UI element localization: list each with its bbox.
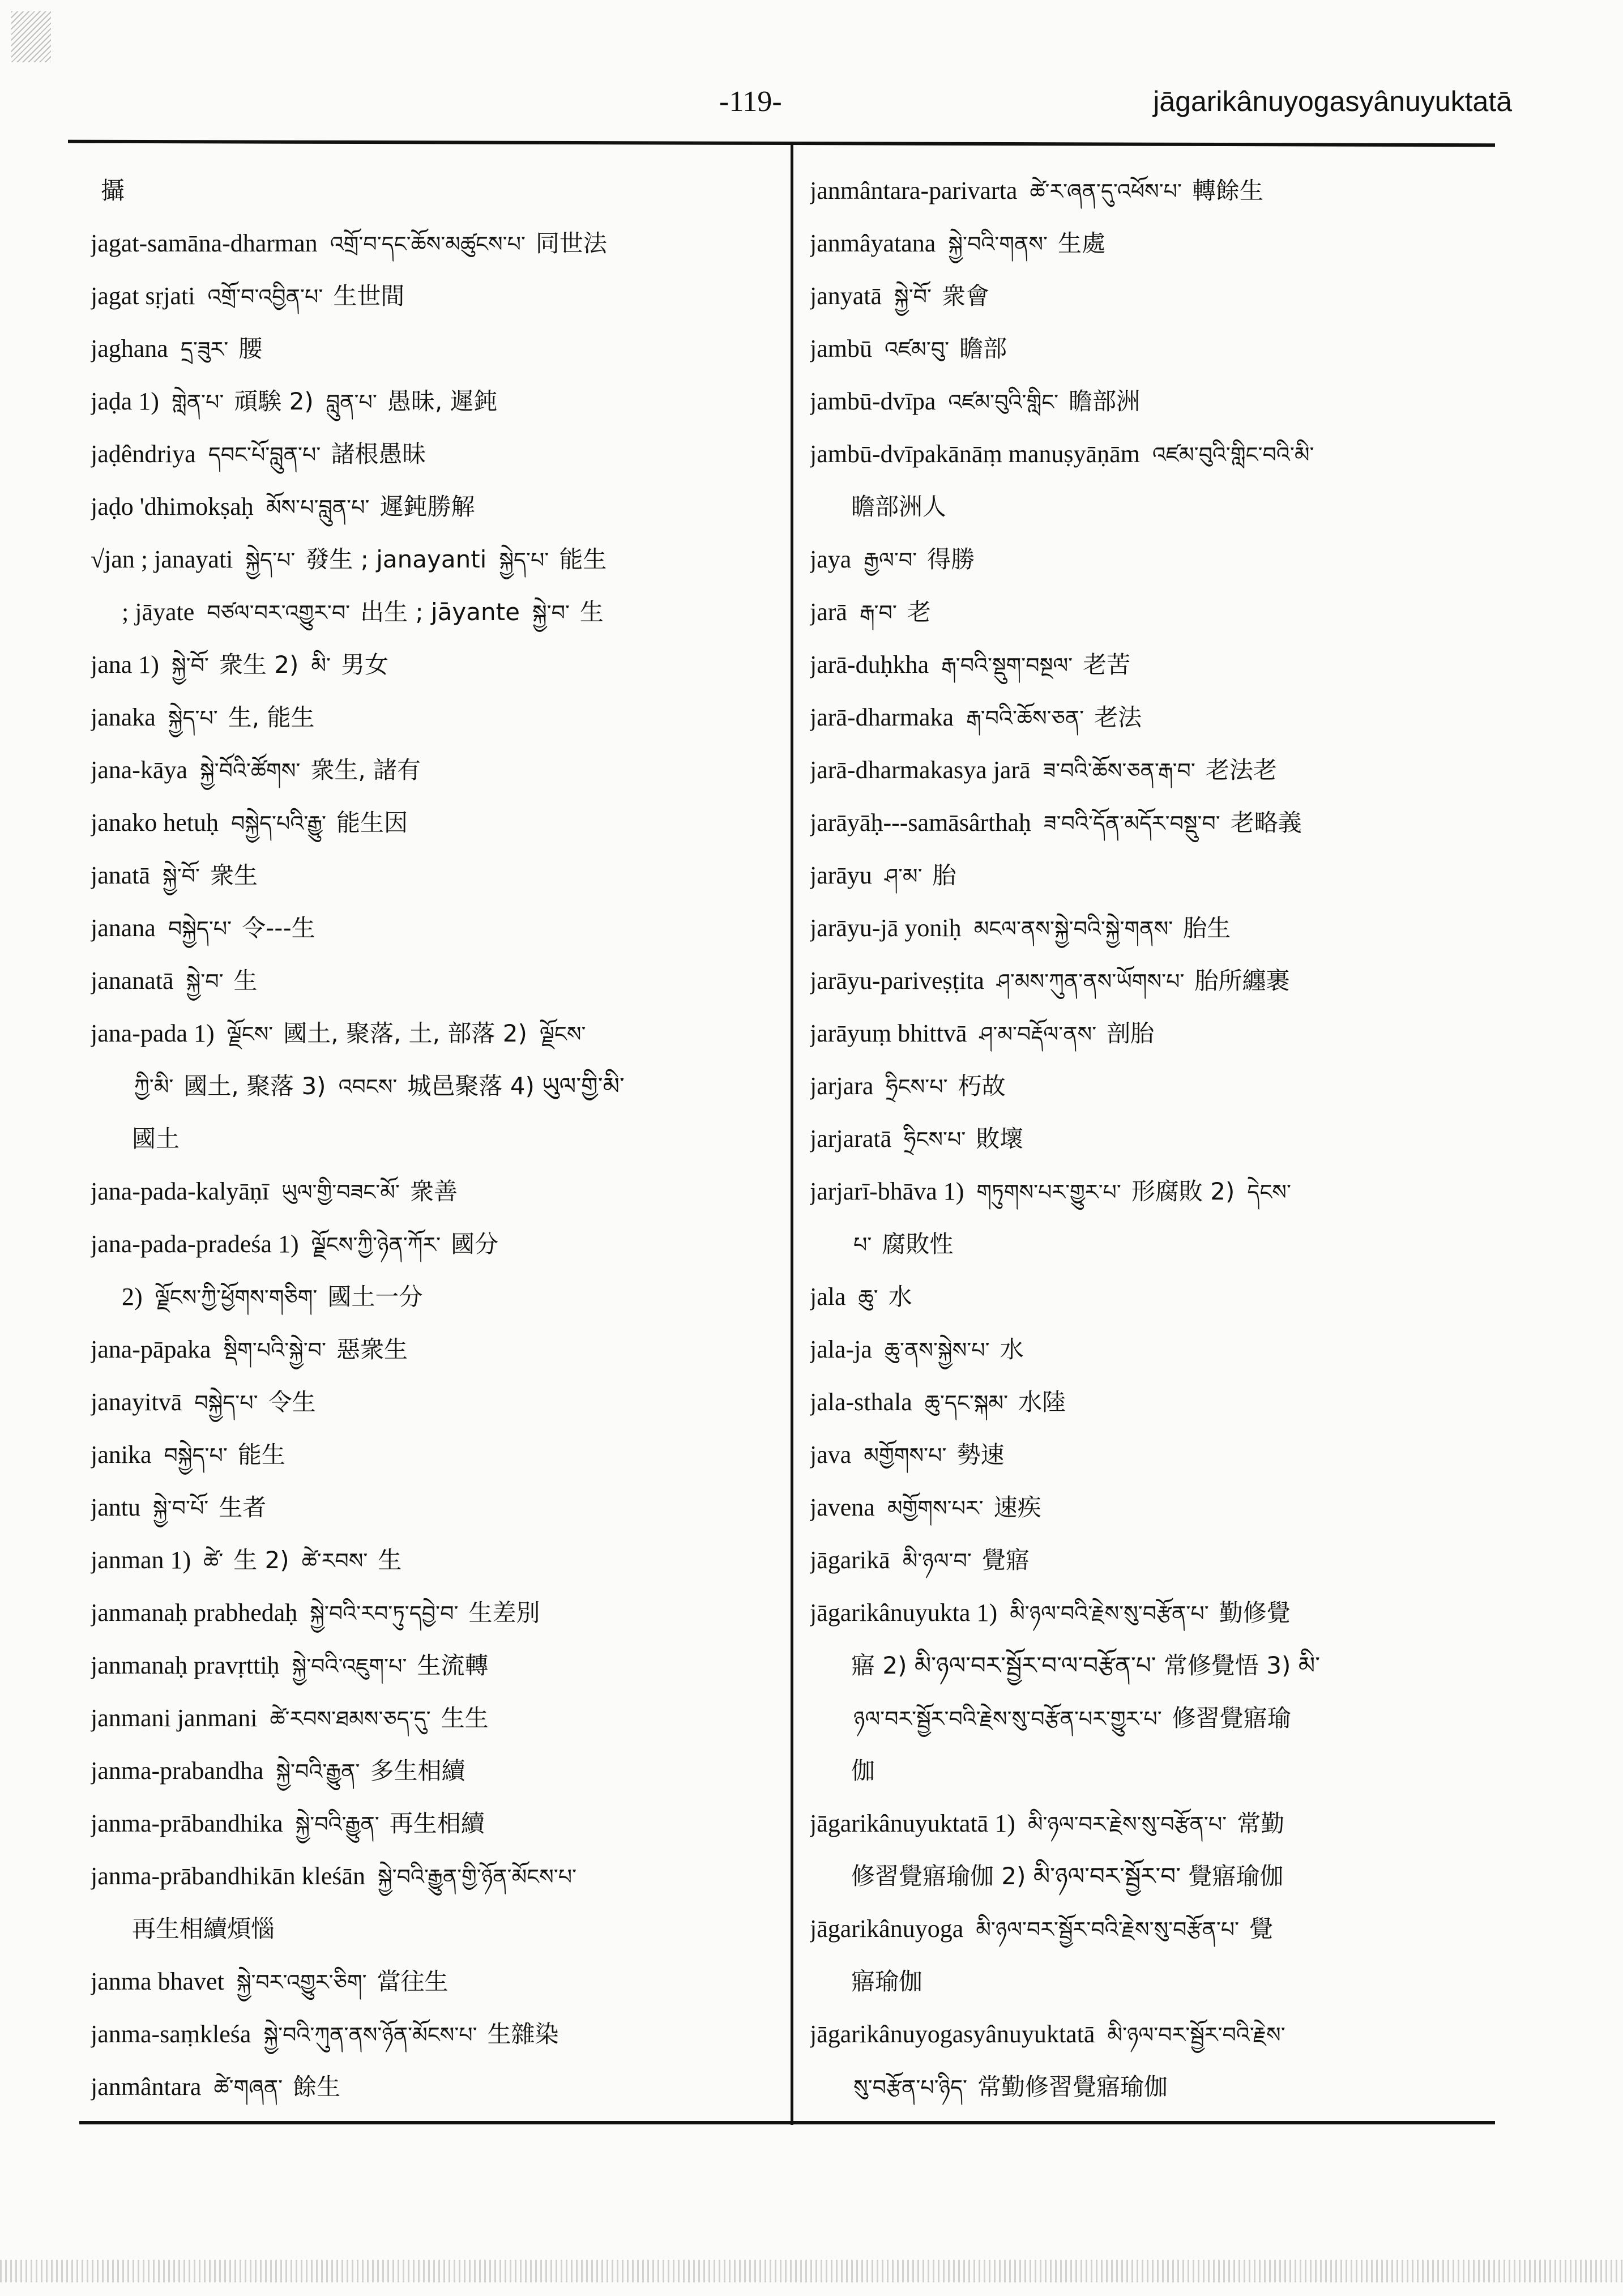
headword: jarāyuṃ bhittvā [810, 1019, 967, 1047]
chinese-equivalent: 生世間 [333, 282, 405, 310]
chinese-equivalent: 生雜染 [487, 2020, 559, 2048]
dictionary-entry-line [91, 1797, 776, 1850]
headword: java [810, 1441, 852, 1469]
headword: jana-kāya [91, 756, 187, 784]
dictionary-entry-line [810, 428, 1489, 480]
dictionary-entry-line [91, 902, 776, 954]
tibetan-equivalent: ཡུལ་གྱི་བཟང་མོ་ [281, 1180, 400, 1205]
headword: jana 1) [91, 651, 159, 678]
chinese-equivalent: 衆生, 諸有 [310, 756, 421, 784]
chinese-equivalent: 頑騃 2) [234, 387, 314, 415]
chinese-equivalent: 衆會 [942, 282, 990, 310]
tibetan-equivalent: མི་ [311, 653, 331, 678]
tibetan-equivalent: ཆུ་ནས་སྐྱེས་པ་ [884, 1338, 990, 1363]
dictionary-entry-line [810, 1534, 1489, 1586]
chinese-equivalent: 寤 2) མི་ཉལ་བར་སྦྱོར་བ་ལ་བརྩོན་པ་ 常修覺悟 3) མི་ [851, 1651, 1321, 1679]
headword: ; jāyate [122, 598, 195, 626]
headword: jala-sthala [810, 1388, 912, 1416]
headword: jarāyu [810, 861, 872, 889]
dictionary-entry-line [810, 638, 1489, 691]
dictionary-entry-line [91, 1850, 776, 1902]
chinese-equivalent: 再生相續 [389, 1810, 485, 1837]
headword: janayitvā [91, 1388, 182, 1416]
tibetan-equivalent: ཚེ་གཞན་ [213, 2075, 283, 2100]
scan-noise-bottom [0, 2260, 1623, 2282]
headword: jarjara [810, 1072, 874, 1100]
chinese-equivalent: 能生 [559, 545, 607, 573]
headword: janma bhavet [91, 1968, 224, 1995]
headword: javena [810, 1493, 875, 1521]
headword: jaghana [91, 335, 168, 362]
headword: jāgarikânuyoga [810, 1915, 964, 1943]
chinese-equivalent: 國土 [132, 1125, 180, 1153]
dictionary-entry-line [810, 1112, 1489, 1165]
headword: janika [91, 1441, 152, 1469]
tibetan-equivalent: མི་ཉལ་བར་རྗེས་སུ་བརྩོན་པ་ [1027, 1812, 1227, 1837]
column-divider [791, 143, 793, 2125]
headword: 2) [122, 1283, 143, 1311]
headword: janmani janmani [91, 1704, 258, 1732]
tibetan-equivalent: ཚེ་ར་ཞན་དུ་འཕོས་པ་ [1030, 179, 1182, 204]
headword: jarāyāḥ---samāsârthaḥ [810, 809, 1031, 837]
dictionary-entry-line [810, 2008, 1489, 2060]
tibetan-equivalent: རྒ་བ་ [859, 600, 897, 625]
dictionary-entry-line [810, 1060, 1489, 1112]
tibetan-equivalent: མི་ཉལ་བར་སྦྱོར་བའི་རྗེས་སུ་བརྩོན་པ་ [976, 1917, 1240, 1942]
headword: jarāyu-jā yoniḥ [810, 914, 962, 942]
dictionary-entry-line [810, 1639, 1489, 1692]
headword: jagat-samāna-dharman [91, 229, 318, 257]
left-column [91, 164, 776, 2113]
headword: jambū-dvīpa [810, 387, 936, 415]
chinese-equivalent: 國土, 聚落, 土, 部落 2) [283, 1019, 527, 1047]
chinese-equivalent: 再生相續煩惱 [132, 1915, 275, 1943]
page-header [74, 85, 1512, 130]
chinese-equivalent: 愚昧, 遲鈍 [387, 387, 498, 415]
dictionary-entry-line [810, 1955, 1489, 2008]
headword: janmântara-parivarta [810, 177, 1018, 204]
tibetan-equivalent: མོས་པ་བླུན་པ་ [266, 495, 370, 520]
dictionary-entry-line [91, 217, 776, 270]
right-column [810, 164, 1489, 2113]
chinese-equivalent: 生生 [441, 1704, 489, 1732]
tibetan-equivalent: གཏུགས་པར་གྱུར་པ་ [976, 1180, 1121, 1205]
dictionary-entry-line [91, 164, 776, 217]
headword: janma-prābandhikān kleśān [91, 1862, 366, 1890]
chinese-equivalent: 速疾 [993, 1493, 1041, 1521]
dictionary-entry-line [810, 1270, 1489, 1323]
tibetan-equivalent: བླུན་པ་ [326, 390, 377, 415]
chinese-equivalent: 敗壞 [976, 1125, 1024, 1153]
chinese-equivalent: 同世法 [535, 229, 607, 257]
tibetan-equivalent: མགྱོགས་པ་ [864, 1443, 947, 1468]
dictionary-entry-line [810, 744, 1489, 796]
headword: jaḍo 'dhimokṣaḥ [91, 493, 254, 520]
dictionary-entry-line [91, 796, 776, 849]
dictionary-entry-line [91, 849, 776, 902]
dictionary-entry-line [91, 375, 776, 428]
tibetan-equivalent: དབང་པོ་བླུན་པ་ [208, 442, 321, 467]
chinese-equivalent: 水 [1000, 1335, 1024, 1363]
dictionary-entry-line [91, 1534, 776, 1586]
tibetan-equivalent: ལྗོངས་ཀྱི་ཉེན་ཀོར་ [311, 1232, 441, 1257]
chinese-equivalent: 生處 [1057, 229, 1105, 257]
dictionary-entry-line [810, 1850, 1489, 1902]
chinese-equivalent: 伽 [851, 1757, 875, 1785]
tibetan-equivalent: འགྲོ་བ་འབྱིན་པ་ [207, 284, 323, 309]
dictionary-entry-line [810, 480, 1489, 533]
tibetan-equivalent: བསྐྱེད་པ་ [168, 916, 232, 941]
chinese-equivalent: 多生相續 [370, 1757, 465, 1785]
chinese-equivalent: 瞻部洲 [1069, 387, 1141, 415]
chinese-equivalent: 形腐敗 2) [1131, 1177, 1235, 1205]
tibetan-equivalent: ལྗོངས་ [227, 1022, 274, 1047]
chinese-equivalent: 生 [233, 967, 258, 995]
dictionary-entry-line [91, 270, 776, 322]
headword: janyatā [810, 282, 882, 310]
chinese-equivalent: 腐敗性 [882, 1230, 954, 1258]
dictionary-entry-line [91, 1955, 776, 2008]
dictionary-entry-line [810, 1692, 1489, 1744]
dictionary-entry-line [810, 1744, 1489, 1797]
dictionary-entry-line [810, 586, 1489, 638]
dictionary-entry-line [810, 1902, 1489, 1955]
tibetan-equivalent: རྒ་བའི་སྡུག་བསྔལ་ [941, 653, 1073, 678]
chinese-equivalent: 生者 [219, 1493, 267, 1521]
chinese-equivalent: 令---生 [242, 914, 315, 942]
tibetan-equivalent: བསྐྱེད་པ་ [194, 1390, 258, 1415]
dictionary-entry-line [810, 902, 1489, 954]
chinese-equivalent: 男女 [341, 651, 389, 678]
tibetan-equivalent: སྡིག་པའི་སྐྱེ་བ་ [223, 1338, 327, 1363]
tibetan-equivalent: སྐྱེ་བར་འགྱུར་ཅིག་ [236, 1970, 367, 1995]
tibetan-equivalent: ཆུ་ [858, 1285, 878, 1310]
headword: janma-prabandha [91, 1757, 264, 1785]
dictionary-entry-line [91, 1112, 776, 1165]
dictionary-entry-line [91, 428, 776, 480]
dictionary-entry-line [91, 1323, 776, 1376]
tibetan-equivalent: ཚེ་ [203, 1548, 224, 1573]
dictionary-entry-line [91, 1218, 776, 1270]
dictionary-entry-line [810, 1007, 1489, 1060]
chinese-equivalent: 朽故 [958, 1072, 1006, 1100]
chinese-equivalent: 修習覺寤瑜伽 2) མི་ཉལ་བར་སྦྱོར་བ་ 覺寤瑜伽 [851, 1862, 1284, 1890]
tibetan-equivalent: རྒྱལ་བ་ [864, 548, 917, 573]
dictionary-entry-line [91, 744, 776, 796]
dictionary-entry-line [91, 1270, 776, 1323]
headword: jarjaratā [810, 1125, 892, 1153]
tibetan-equivalent: མི་ཉལ་བར་སྦྱོར་བའི་རྗེས་ [1107, 2022, 1285, 2047]
tibetan-equivalent: ཆུ་དང་སྐམ་ [924, 1390, 1009, 1415]
tibetan-equivalent: ཟ་བའི་ཆོས་ཅན་རྒ་བ་ [1043, 758, 1195, 783]
tibetan-equivalent: དྲ་ཟུར་ [180, 337, 229, 362]
chinese-equivalent: 攝 [101, 177, 125, 204]
tibetan-equivalent: ཚེ་རབས་ཐམས་ཅད་དུ་ [270, 1706, 431, 1731]
dictionary-entry-line [810, 691, 1489, 744]
chinese-equivalent: 常勤 [1237, 1810, 1285, 1837]
tibetan-equivalent: མགྱོགས་པར་ [887, 1496, 984, 1521]
dictionary-entry-line [810, 2060, 1489, 2113]
chinese-equivalent: 生流轉 [417, 1651, 489, 1679]
headword: janmanaḥ prabhedaḥ [91, 1599, 298, 1627]
dictionary-entry-line [91, 638, 776, 691]
dictionary-entry-line [810, 1428, 1489, 1481]
headword: jananatā [91, 967, 174, 995]
running-head: jāgarikânuyogasyânuyuktatā [1153, 86, 1512, 117]
dictionary-entry-line [91, 1165, 776, 1218]
tibetan-equivalent: པ་ [853, 1232, 872, 1257]
dictionary-entry-line [810, 217, 1489, 270]
dictionary-entry-line [91, 1744, 776, 1797]
headword: jarā-dharmakasya jarā [810, 756, 1031, 784]
chinese-equivalent: 勤修覺 [1219, 1599, 1291, 1627]
chinese-equivalent: 國土, 聚落 3) [183, 1072, 326, 1100]
dictionary-entry-line [810, 1376, 1489, 1428]
dictionary-entry-line [91, 1586, 776, 1639]
chinese-equivalent: 遲鈍勝解 [379, 493, 475, 520]
tibetan-equivalent: འཛམ་བུའི་གླིང་ [948, 390, 1059, 415]
dictionary-entry-line [810, 849, 1489, 902]
tibetan-equivalent: སྐྱེ་བའི་གནས་ [948, 232, 1048, 257]
headword: jaya [810, 545, 852, 573]
dictionary-entry-line [91, 480, 776, 533]
tibetan-equivalent: དེངས་ [1247, 1180, 1291, 1205]
dictionary-entry-line [91, 1376, 776, 1428]
headword: jarā-duḥkha [810, 651, 929, 678]
tibetan-equivalent: སྐྱེ་བའི་རྒྱུན་གྱི་ཉོན་མོངས་པ་ [378, 1864, 577, 1889]
headword: janako hetuḥ [91, 809, 219, 837]
chinese-equivalent: 餘生 [293, 2073, 341, 2101]
chinese-equivalent: 剖胎 [1107, 1019, 1155, 1047]
chinese-equivalent: 胎所纏裹 [1194, 967, 1290, 995]
dictionary-entry-line [91, 1428, 776, 1481]
tibetan-equivalent: སྐྱེ་བའི་ཀུན་ནས་ཉོན་མོངས་པ་ [263, 2022, 477, 2047]
tibetan-equivalent: སྐྱེ་བ་པོ་ [152, 1496, 209, 1521]
dictionary-entry-line [91, 1481, 776, 1534]
tibetan-equivalent: སྐྱེ་བ་ [532, 600, 570, 625]
dictionary-entry-line [91, 1692, 776, 1744]
headword: jambū [810, 335, 872, 362]
tibetan-equivalent: སྐྱེ་བ་ [186, 969, 224, 994]
dictionary-entry-line [810, 796, 1489, 849]
chinese-equivalent: 水陸 [1018, 1388, 1066, 1416]
headword: jala-ja [810, 1335, 872, 1363]
tibetan-equivalent: འཛམ་བུ་ [884, 337, 950, 362]
tibetan-equivalent: ཤ་མ་ [884, 864, 922, 889]
chinese-equivalent: 水 [888, 1283, 912, 1311]
chinese-equivalent: 覺 [1249, 1915, 1274, 1943]
chinese-equivalent: 生 [579, 598, 604, 626]
chinese-equivalent: 瞻部洲人 [851, 493, 947, 520]
chinese-equivalent: 胎 [932, 861, 956, 889]
tibetan-equivalent: ཉལ་བར་སྦྱོར་བའི་རྗེས་སུ་བརྩོན་པར་གྱུར་པ་ [853, 1706, 1162, 1731]
headword: jarā-dharmaka [810, 703, 954, 731]
chinese-equivalent: 得勝 [927, 545, 975, 573]
dictionary-entry-line [810, 1586, 1489, 1639]
headword: jagat sṛjati [91, 282, 195, 310]
scan-noise-corner [11, 11, 51, 62]
chinese-equivalent: 衆生 2) [219, 651, 299, 678]
chinese-equivalent: 生, 能生 [228, 703, 315, 731]
headword: jāgarikā [810, 1546, 890, 1574]
tibetan-equivalent: སུ་བརྩོན་པ་ཉིད་ [853, 2075, 967, 2100]
chinese-equivalent: 老法老 [1205, 756, 1277, 784]
headword: jāgarikânuyogasyânuyuktatā [810, 2020, 1095, 2048]
headword: jana-pada 1) [91, 1019, 215, 1047]
tibetan-equivalent: ཚེ་རབས་ [301, 1548, 368, 1573]
tibetan-equivalent: ལྗོངས་ [539, 1022, 586, 1047]
tibetan-equivalent: འབངས་ [338, 1074, 398, 1099]
tibetan-equivalent: ལྗོངས་ཀྱི་ཕྱོགས་གཅིག་ [155, 1285, 318, 1310]
dictionary-entry-line [810, 322, 1489, 375]
dictionary-entry-line [810, 533, 1489, 586]
headword: jāgarikânuyuktatā 1) [810, 1810, 1015, 1837]
tibetan-equivalent: སྐྱེད་པ་ [245, 548, 296, 573]
tibetan-equivalent: བཙལ་བར་འགྱུར་བ་ [207, 600, 351, 625]
chinese-equivalent: 國土一分 [327, 1283, 423, 1311]
headword: jarā [810, 598, 847, 626]
tibetan-equivalent: ཤ་མ་བརྡོལ་ནས་ [979, 1022, 1097, 1047]
tibetan-equivalent: སྐྱེ་བའི་རྒྱུན་ [295, 1812, 379, 1837]
headword: janaka [91, 703, 156, 731]
chinese-equivalent: 生差別 [468, 1599, 540, 1627]
tibetan-equivalent: སྐྱེ་བོ་ [894, 284, 932, 309]
headword: janmâyatana [810, 229, 936, 257]
chinese-equivalent: 生 2) [233, 1546, 289, 1574]
chinese-equivalent: 老 [907, 598, 931, 626]
tibetan-equivalent: སྐྱེད་པ་ [499, 548, 549, 573]
chinese-equivalent: 城邑聚落 4) ཡུལ་གྱི་མི་ [407, 1072, 625, 1100]
headword: jāgarikânuyukta 1) [810, 1599, 998, 1627]
dictionary-entry-line [91, 954, 776, 1007]
page-number: -119- [719, 86, 782, 118]
dictionary-entry-line [91, 2008, 776, 2060]
tibetan-equivalent: སྐྱེ་བོ་ [163, 864, 200, 889]
dictionary-entry-line [810, 954, 1489, 1007]
chinese-equivalent: 衆生 [210, 861, 258, 889]
chinese-equivalent: 出生 ; jāyante [360, 598, 520, 626]
chinese-equivalent: 胎生 [1183, 914, 1231, 942]
dictionary-entry-line [810, 375, 1489, 428]
dictionary-entry-line [91, 1902, 776, 1955]
dictionary-entry-line [91, 322, 776, 375]
top-rule [68, 140, 1495, 147]
chinese-equivalent: 腰 [238, 335, 263, 362]
dictionary-entry-line [91, 1060, 776, 1112]
tibetan-equivalent: སྐྱེ་བའི་འཇུག་པ་ [292, 1654, 407, 1679]
tibetan-equivalent: མངལ་ནས་སྐྱེ་བའི་སྐྱེ་གནས་ [973, 916, 1173, 941]
tibetan-equivalent: སྐྱེ་བའི་རྒྱུན་ [276, 1759, 360, 1784]
headword: jaḍa 1) [91, 387, 159, 415]
dictionary-entry-line [91, 1639, 776, 1692]
chinese-equivalent: 國分 [451, 1230, 499, 1258]
tibetan-equivalent: བསྐྱེད་པའི་རྒྱུ་ [231, 811, 327, 836]
headword: janma-saṃkleśa [91, 2020, 251, 2048]
chinese-equivalent: 瞻部 [959, 335, 1007, 362]
dictionary-entry-line [810, 1218, 1489, 1270]
chinese-equivalent: 轉餘生 [1192, 177, 1264, 204]
headword: jana-pada-kalyāṇī [91, 1177, 270, 1205]
headword: jarāyu-pariveṣṭita [810, 967, 984, 995]
chinese-equivalent: 令生 [268, 1388, 316, 1416]
headword: jarjarī-bhāva 1) [810, 1177, 964, 1205]
chinese-equivalent: 當往生 [377, 1968, 449, 1995]
tibetan-equivalent: རྒ་བའི་ཆོས་ཅན་ [966, 706, 1084, 731]
chinese-equivalent: 老略義 [1230, 809, 1302, 837]
chinese-equivalent: 生 [378, 1546, 402, 1574]
headword: √jan ; janayati [91, 545, 233, 573]
chinese-equivalent: 諸根愚昧 [331, 440, 426, 468]
tibetan-equivalent: སྐྱེ་བའི་རབ་ཏུ་དབྱེ་བ་ [310, 1601, 459, 1626]
tibetan-equivalent: ཟ་བའི་དོན་མདོར་བསྡུ་བ་ [1043, 811, 1220, 836]
headword: jana-pāpaka [91, 1335, 211, 1363]
chinese-equivalent: 寤瑜伽 [851, 1968, 923, 1995]
tibetan-equivalent: སྐྱེ་བོའི་ཚོགས་ [200, 758, 301, 783]
headword: janma-prābandhika [91, 1810, 283, 1837]
bottom-rule [79, 2121, 1495, 2124]
headword: janmanaḥ pravṛttiḥ [91, 1651, 280, 1679]
headword: janatā [91, 861, 151, 889]
chinese-equivalent: 能生 [237, 1441, 285, 1469]
tibetan-equivalent: མི་ཉལ་བའི་རྗེས་སུ་བརྩོན་པ་ [1010, 1601, 1209, 1626]
dictionary-entry-line [91, 533, 776, 586]
headword: janman 1) [91, 1546, 191, 1574]
dictionary-entry-line [810, 1165, 1489, 1218]
tibetan-equivalent: གླེན་པ་ [171, 390, 224, 415]
tibetan-equivalent: འགྲོ་བ་དང་ཆོས་མཚུངས་པ་ [330, 232, 526, 257]
dictionary-entry-line [810, 1481, 1489, 1534]
tibetan-equivalent: མི་ཉལ་བ་ [902, 1548, 972, 1573]
chinese-equivalent: 能生因 [336, 809, 408, 837]
tibetan-equivalent: བསྐྱེད་པ་ [164, 1443, 228, 1468]
dictionary-entry-line [810, 1797, 1489, 1850]
tibetan-equivalent: ཀྱི་མི་ [134, 1074, 174, 1099]
dictionary-entry-line [91, 586, 776, 638]
tibetan-equivalent: ཧྲིངས་པ་ [886, 1074, 948, 1099]
headword: janmântara [91, 2073, 202, 2101]
chinese-equivalent: 衆善 [409, 1177, 458, 1205]
tibetan-equivalent: སྐྱེ་བོ་ [171, 653, 209, 678]
dictionary-entry-line [810, 1323, 1489, 1376]
chinese-equivalent: 覺寤 [981, 1546, 1030, 1574]
tibetan-equivalent: སྐྱེད་པ་ [168, 706, 218, 731]
chinese-equivalent: 老苦 [1083, 651, 1131, 678]
dictionary-entry-line [91, 691, 776, 744]
dictionary-entry-line [91, 2060, 776, 2113]
dictionary-entry-line [810, 270, 1489, 322]
chinese-equivalent: 修習覺寤瑜 [1172, 1704, 1291, 1732]
headword: jaḍêndriya [91, 440, 196, 468]
headword: jala [810, 1283, 846, 1311]
tibetan-equivalent: ཧྲིངས་པ་ [904, 1127, 966, 1152]
headword: jambū-dvīpakānāṃ manuṣyāṇām [810, 440, 1140, 468]
headword: jantu [91, 1493, 140, 1521]
chinese-equivalent: 常勤修習覺寤瑜伽 [977, 2073, 1168, 2101]
chinese-equivalent: 惡衆生 [336, 1335, 408, 1363]
chinese-equivalent: 老法 [1094, 703, 1142, 731]
dictionary-entry-line [810, 164, 1489, 217]
headword: janana [91, 914, 156, 942]
chinese-equivalent: 發生 ; janayanti [305, 545, 487, 573]
tibetan-equivalent: ཤ་མས་ཀུན་ནས་ཡོགས་པ་ [996, 969, 1185, 994]
tibetan-equivalent: འཛམ་བུའི་གླིང་བའི་མི་ [1152, 442, 1314, 467]
chinese-equivalent: 勢速 [956, 1441, 1005, 1469]
dictionary-entry-line [91, 1007, 776, 1060]
headword: jana-pada-pradeśa 1) [91, 1230, 299, 1258]
